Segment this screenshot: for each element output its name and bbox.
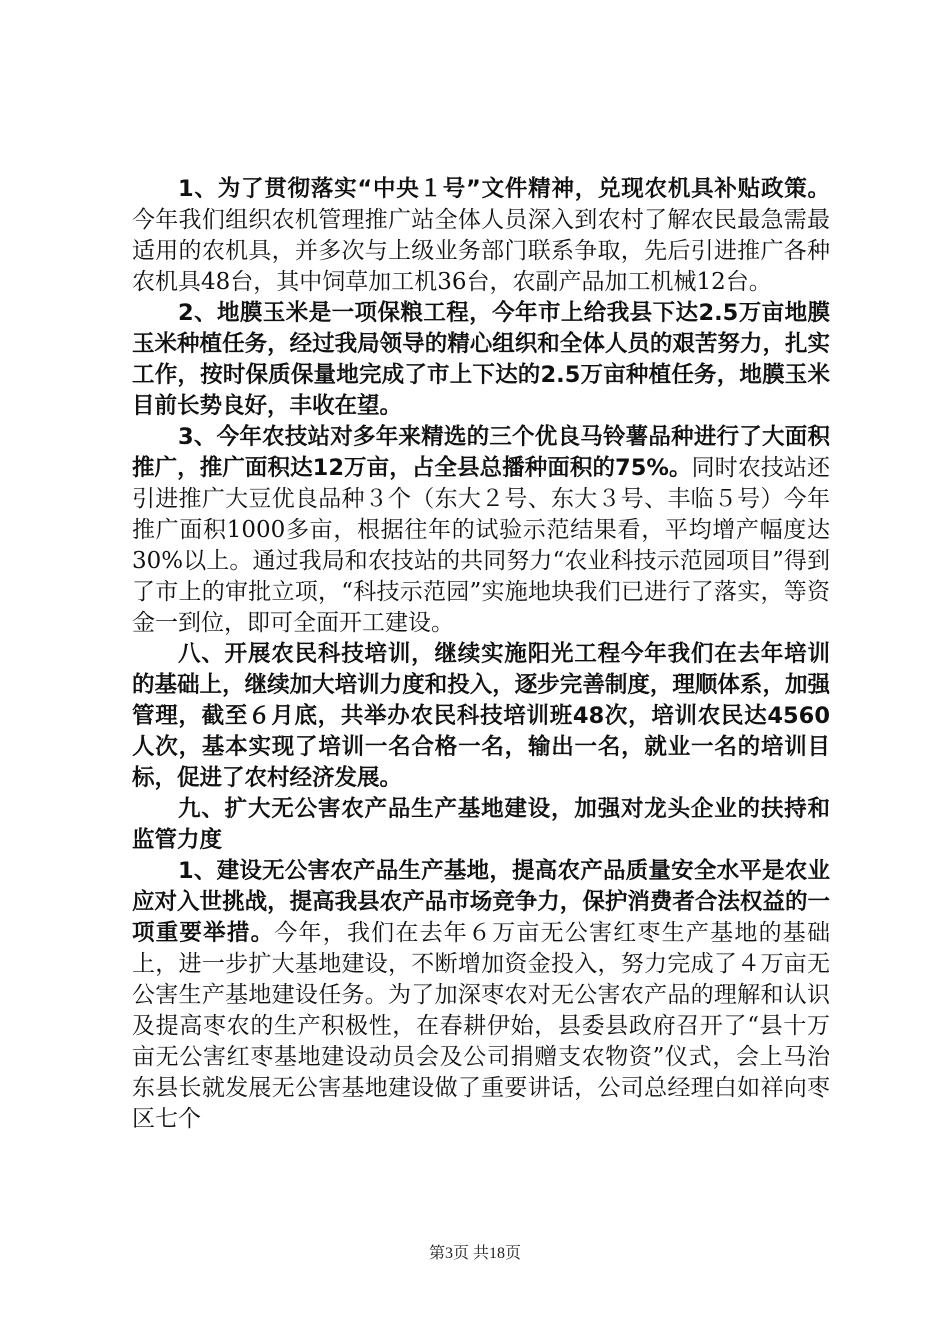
- paragraph-3-text: 同时农技站还引进推广大豆优良品种３个（东大２号、东大３号、丰临５号）今年推广面积1000多亩，根据往年的试验示范结果看，平均增产幅度达30%以上。通过我局和农技站的共同努力“农业科技示范园项目”得到了市上的审批立项，“科技示范园”实施地块我们已进行了落实，等资金一到位，即可全面开工建设。: [132, 455, 831, 636]
- document-body: [132, 174, 830, 1135]
- paragraph-2: [132, 298, 830, 422]
- paragraph-6: [132, 856, 830, 1135]
- paragraph-3-bold: 3、今年农技站对多年来精选的三个优良马铃薯品种进行了大面积推广，推广面积达12万亩，占全县总播种面积的75%。: [132, 424, 830, 481]
- paragraph-3: [132, 422, 830, 639]
- page-number: 第3页 共18页: [428, 1245, 521, 1262]
- page-footer: [0, 1240, 950, 1263]
- paragraph-4-bold: 八、开展农民科技培训，继续实施阳光工程今年我们在去年培训的基础上，继续加大培训力度和投入，逐步完善制度，理顺体系，加强管理，截至６月底，共举办农民科技培训班48次，培训农民达4560人次，基本实现了培训一名合格一名，输出一名，就业一名的培训目标，促进了农村经济发展。: [132, 641, 830, 791]
- paragraph-6-text: 今年，我们在去年６万亩无公害红枣生产基地的基础上，进一步扩大基地建设，不断增加资金投入，努力完成了４万亩无公害生产基地建设任务。为了加深枣农对无公害农产品的理解和认识及提高枣农的生产积极性，在春耕伊始，县委县政府召开了“县十万亩无公害红枣基地建设动员会及公司捐赠支农物资”仪式，会上马治东县长就发展无公害基地建设做了重要讲话，公司总经理白如祥向枣区七个: [132, 920, 830, 1132]
- paragraph-1: [132, 174, 830, 298]
- paragraph-1-bold: 1、为了贯彻落实“中央１号”文件精神，兑现农机具补贴政策。: [178, 176, 830, 202]
- paragraph-5: [132, 794, 830, 856]
- paragraph-5-bold: 九、扩大无公害农产品生产基地建设，加强对龙头企业的扶持和监管力度: [132, 796, 830, 853]
- paragraph-1-text: 今年我们组织农机管理推广站全体人员深入到农村了解农民最急需最适用的农机具，并多次与上级业务部门联系争取，先后引进推广各种农机具48台，其中饲草加工机36台，农副产品加工机械12台。: [132, 207, 830, 295]
- paragraph-2-bold: 2、地膜玉米是一项保粮工程，今年市上给我县下达2.5万亩地膜玉米种植任务，经过我局领导的精心组织和全体人员的艰苦努力，扎实工作，按时保质保量地完成了市上下达的2.5万亩种植任务，地膜玉米目前长势良好，丰收在望。: [132, 300, 830, 419]
- paragraph-6-bold: 1、建设无公害农产品生产基地，提高农产品质量安全水平是农业应对入世挑战，提高我县农产品市场竞争力，保护消费者合法权益的一项重要举措。: [132, 858, 830, 946]
- paragraph-4: [132, 639, 830, 794]
